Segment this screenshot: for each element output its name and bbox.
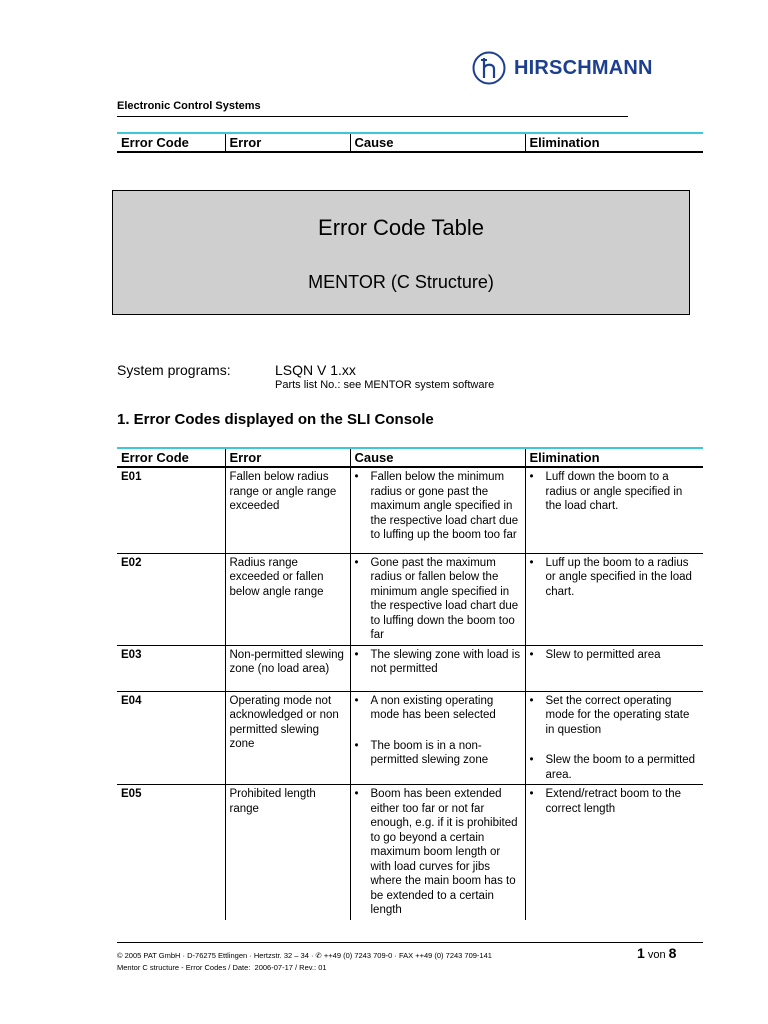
- page-of-word: von: [647, 949, 666, 961]
- error-code-table: [117, 447, 703, 920]
- error-description-cell: Non-permitted slewing zone (no load area): [225, 645, 350, 691]
- bullet-icon: •: [354, 471, 359, 483]
- error-description-cell: Operating mode not acknowledged or non permitted slewing zone: [225, 691, 350, 785]
- cause-text: A non existing operating mode has been selected: [370, 694, 496, 721]
- bullet-icon: •: [529, 556, 534, 569]
- cause-bullet-item: [355, 556, 521, 643]
- bullet-icon: •: [529, 471, 534, 483]
- elimination-text: Slew to permitted area: [545, 648, 661, 661]
- parts-list-note: Parts list No.: see MENTOR system software: [275, 379, 495, 391]
- col-header-cause: Cause: [350, 448, 525, 467]
- col-header-cause: Cause: [350, 133, 525, 152]
- footer-rule: [117, 942, 703, 943]
- header-rule: [117, 116, 628, 117]
- col-header-elimination: Elimination: [525, 133, 703, 152]
- cause-text: The slewing zone with load is not permitted: [370, 648, 521, 675]
- col-header-error-code: Error Code: [117, 133, 225, 152]
- footer-doc-name: Mentor C structure - Error Codes / Date:: [117, 963, 251, 972]
- cause-cell: [350, 645, 525, 691]
- title-box: [112, 190, 690, 315]
- table-row: [117, 645, 703, 691]
- elimination-text: Set the correct operating mode for the operating state in question: [545, 694, 690, 736]
- col-header-error: Error: [225, 448, 350, 467]
- table-row: [117, 553, 703, 645]
- cause-bullet-item: [355, 470, 521, 543]
- table-row: [117, 691, 703, 785]
- elimination-cell: [525, 691, 703, 785]
- error-code-cell: E04: [117, 691, 225, 785]
- bullet-icon: •: [354, 739, 359, 752]
- cause-cell: [350, 691, 525, 785]
- cause-text: Boom has been extended either too far or not far enough, e.g. if it is prohibited to go beyond a certain maximum boom length or with load curves for jibs where the main boom has to be extended to a certain length: [370, 788, 518, 916]
- elimination-cell: [525, 785, 703, 920]
- elimination-text: Slew the boom to a permitted area.: [545, 754, 696, 781]
- footer-date: 2006-07-17: [254, 963, 293, 972]
- page-total: 8: [668, 945, 677, 961]
- bullet-icon: •: [354, 694, 359, 707]
- cause-cell: [350, 467, 525, 553]
- elimination-bullet-item: [530, 753, 700, 782]
- bullet-icon: •: [529, 754, 534, 766]
- table-row: [117, 467, 703, 553]
- col-header-error: Error: [225, 133, 350, 152]
- footer-document-info: [117, 963, 327, 972]
- cause-bullet-item: [355, 648, 521, 677]
- elimination-cell: [525, 467, 703, 553]
- bullet-icon: •: [529, 694, 534, 707]
- error-description-cell: Prohibited length range: [225, 785, 350, 920]
- error-code-cell: E05: [121, 788, 142, 800]
- error-code-cell: E02: [117, 553, 225, 645]
- footer-company-address: © 2005 PAT GmbH · D-76275 Ettlingen · Hertzstr. 32 – 34 · ✆ ++49 (0) 7243 709-0 · FAX ++49 (0) 7243 709-141: [117, 951, 492, 960]
- company-division: Electronic Control Systems: [117, 100, 261, 112]
- system-programs-value: LSQN V 1.xx: [275, 362, 356, 378]
- elimination-bullet-item: [530, 556, 700, 600]
- bullet-icon: •: [354, 788, 359, 800]
- brand-name: HIRSCHMANN: [514, 56, 653, 79]
- elimination-text: Luff down the boom to a radius or angle specified in the load chart.: [545, 471, 683, 512]
- error-code-cell: E01: [117, 467, 225, 553]
- cause-bullet-item: [355, 787, 521, 918]
- cause-cell: [350, 785, 525, 920]
- cause-cell: [350, 553, 525, 645]
- elimination-bullet-item: [530, 694, 700, 738]
- system-programs-label: System programs:: [117, 362, 231, 378]
- cause-bullet-item: [355, 739, 521, 768]
- elimination-bullet-item: [530, 648, 700, 663]
- bullet-icon: •: [354, 556, 359, 569]
- error-description-cell: Radius range exceeded or fallen below angle range: [225, 553, 350, 645]
- col-header-error-code: Error Code: [117, 448, 225, 467]
- error-code-cell: E03: [117, 645, 225, 691]
- bullet-icon: •: [529, 788, 534, 800]
- table-row: [117, 785, 703, 920]
- hirschmann-logo: [472, 50, 653, 86]
- elimination-text: Extend/retract boom to the correct length: [545, 788, 682, 815]
- error-description-cell: Fallen below radius range or angle range exceeded: [225, 467, 350, 553]
- bullet-icon: •: [529, 648, 534, 661]
- elimination-text: Luff up the boom to a radius or angle specified in the load chart.: [545, 556, 692, 598]
- elimination-cell: [525, 645, 703, 691]
- bullet-icon: •: [354, 648, 359, 661]
- cause-text: Gone past the maximum radius or fallen below the minimum angle specified in the respective load chart due to luffing down the boom too far: [370, 556, 519, 641]
- cause-text: The boom is in a non-permitted slewing zone: [370, 739, 489, 766]
- col-header-elimination: Elimination: [525, 448, 703, 467]
- section-heading: 1. Error Codes displayed on the SLI Console: [117, 411, 434, 428]
- cause-text: Fallen below the minimum radius or gone past the maximum angle specified in the respective load chart due to luffing up the boom too far: [370, 471, 519, 541]
- document-title: Error Code Table: [318, 215, 484, 240]
- cause-bullet-item: [355, 694, 521, 723]
- page-number: [637, 945, 676, 961]
- page-current: 1: [637, 945, 645, 961]
- running-header-table: [117, 132, 703, 153]
- elimination-cell: [525, 553, 703, 645]
- hirschmann-h-logo-icon: [472, 51, 506, 85]
- document-subtitle: MENTOR (C Structure): [308, 272, 494, 292]
- footer-revision: / Rev.: 01: [295, 963, 327, 972]
- elimination-bullet-item: [530, 470, 700, 514]
- elimination-bullet-item: [530, 787, 700, 816]
